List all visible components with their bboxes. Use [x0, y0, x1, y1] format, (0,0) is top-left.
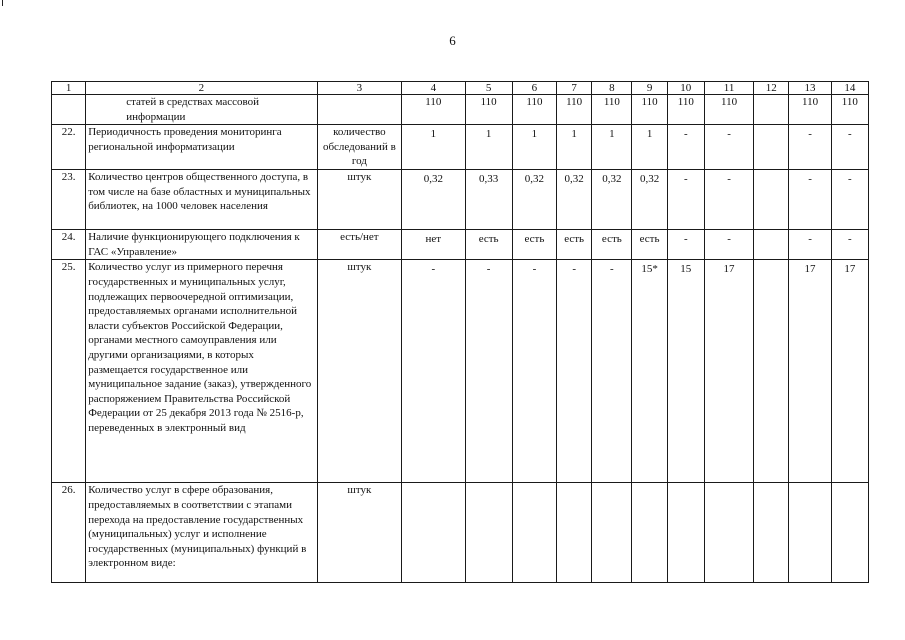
value-cell-col-9: [632, 483, 667, 583]
value-cell-col-4: [402, 483, 465, 583]
value-cell-col-6: 110: [512, 95, 556, 125]
column-number-cell: 12: [754, 82, 789, 95]
value-cell-col-4: -: [402, 260, 465, 483]
column-number-cell: 6: [512, 82, 556, 95]
value-cell-col-9: 1: [632, 125, 667, 170]
value-cell-col-5: 110: [465, 95, 512, 125]
value-cell-col-4: 110: [402, 95, 465, 125]
value-cell-col-11: [704, 483, 753, 583]
value-cell-col-10: -: [667, 230, 704, 260]
value-cell-col-5: 0,33: [465, 170, 512, 230]
value-cell-col-13: 17: [789, 260, 831, 483]
value-cell-col-11: 110: [704, 95, 753, 125]
column-number-cell: 4: [402, 82, 465, 95]
value-cell-col-12: [754, 483, 789, 583]
indicator-name-cell: Количество центров общественного доступа, в том числе на базе областных и муниципальных библиотек, на 1000 человек населения: [86, 170, 317, 230]
column-number-cell: 9: [632, 82, 667, 95]
value-cell-col-4: 0,32: [402, 170, 465, 230]
table-row: [52, 230, 869, 260]
value-cell-col-12: [754, 95, 789, 125]
unit-cell: есть/нет: [317, 230, 402, 260]
value-cell-col-6: 0,32: [512, 170, 556, 230]
unit-cell: штук: [317, 483, 402, 583]
value-cell-col-10: [667, 483, 704, 583]
value-cell-col-12: [754, 230, 789, 260]
value-cell-col-11: -: [704, 125, 753, 170]
indicator-name-cell: Количество услуг в сфере образования, предоставляемых в соответствии с этапами перехода на предоставление государственных (муниципальных) услуг и исполнение государственных (муниципальных) функций в электронном виде:: [86, 483, 317, 583]
value-cell-col-8: [592, 483, 632, 583]
value-cell-col-8: 0,32: [592, 170, 632, 230]
unit-cell: штук: [317, 170, 402, 230]
indicator-name-cell: статей в средствах массовой информации: [86, 95, 317, 125]
value-cell-col-10: 15: [667, 260, 704, 483]
value-cell-col-14: -: [831, 170, 868, 230]
column-number-cell: 14: [831, 82, 868, 95]
value-cell-col-11: 17: [704, 260, 753, 483]
value-cell-col-8: -: [592, 260, 632, 483]
value-cell-col-8: 110: [592, 95, 632, 125]
column-number-cell: 11: [704, 82, 753, 95]
indicator-name-cell: Периодичность проведения мониторинга региональной информатизации: [86, 125, 317, 170]
column-number-cell: 5: [465, 82, 512, 95]
value-cell-col-6: есть: [512, 230, 556, 260]
row-number-cell: 23.: [52, 170, 86, 230]
row-number-cell: 25.: [52, 260, 86, 483]
value-cell-col-12: [754, 125, 789, 170]
column-number-row: [52, 82, 869, 95]
value-cell-col-7: -: [557, 260, 592, 483]
value-cell-col-6: [512, 483, 556, 583]
value-cell-col-8: 1: [592, 125, 632, 170]
unit-cell: количество обследований в год: [317, 125, 402, 170]
corner-mark: [2, 0, 3, 6]
value-cell-col-5: -: [465, 260, 512, 483]
table-row: [52, 95, 869, 125]
table-body: [52, 82, 869, 583]
value-cell-col-10: -: [667, 125, 704, 170]
column-number-cell: 10: [667, 82, 704, 95]
row-number-cell: 24.: [52, 230, 86, 260]
table-row: [52, 170, 869, 230]
value-cell-col-7: 110: [557, 95, 592, 125]
column-number-cell: 7: [557, 82, 592, 95]
value-cell-col-8: есть: [592, 230, 632, 260]
value-cell-col-7: 1: [557, 125, 592, 170]
row-number-cell: [52, 95, 86, 125]
value-cell-col-4: 1: [402, 125, 465, 170]
value-cell-col-11: -: [704, 230, 753, 260]
value-cell-col-7: [557, 483, 592, 583]
value-cell-col-7: есть: [557, 230, 592, 260]
indicator-name-cell: Наличие функционирующего подключения к ГАС «Управление»: [86, 230, 317, 260]
column-number-cell: 1: [52, 82, 86, 95]
value-cell-col-6: -: [512, 260, 556, 483]
unit-cell: штук: [317, 260, 402, 483]
value-cell-col-9: 110: [632, 95, 667, 125]
row-number-cell: 22.: [52, 125, 86, 170]
table-row: [52, 260, 869, 483]
column-number-cell: 2: [86, 82, 317, 95]
value-cell-col-14: -: [831, 125, 868, 170]
value-cell-col-10: 110: [667, 95, 704, 125]
value-cell-col-13: -: [789, 230, 831, 260]
indicators-table: [51, 81, 869, 583]
value-cell-col-13: [789, 483, 831, 583]
page-number: 6: [449, 33, 456, 48]
value-cell-col-6: 1: [512, 125, 556, 170]
value-cell-col-14: 17: [831, 260, 868, 483]
value-cell-col-7: 0,32: [557, 170, 592, 230]
value-cell-col-9: есть: [632, 230, 667, 260]
table-row: [52, 483, 869, 583]
column-number-cell: 3: [317, 82, 402, 95]
indicator-name-cell: Количество услуг из примерного перечня государственных и муниципальных услуг, подлежащих первоочередной оптимизации, предоставляемых органами исполнительной власти субъектов Российской Федерации, органами местного самоуправления или другими организациями, в которых размещается государственное или муниципальное задание (заказ), утвержденного распоряжением Правительства Российской Федерации от 25 декабря 2013 года № 2516-р, переведенных в электронный вид: [86, 260, 317, 483]
value-cell-col-13: -: [789, 125, 831, 170]
value-cell-col-14: -: [831, 230, 868, 260]
row-number-cell: 26.: [52, 483, 86, 583]
value-cell-col-5: есть: [465, 230, 512, 260]
value-cell-col-12: [754, 170, 789, 230]
value-cell-col-13: 110: [789, 95, 831, 125]
column-number-cell: 13: [789, 82, 831, 95]
value-cell-col-5: [465, 483, 512, 583]
value-cell-col-12: [754, 260, 789, 483]
value-cell-col-9: 0,32: [632, 170, 667, 230]
value-cell-col-14: 110: [831, 95, 868, 125]
value-cell-col-11: -: [704, 170, 753, 230]
value-cell-col-10: -: [667, 170, 704, 230]
value-cell-col-5: 1: [465, 125, 512, 170]
table-row: [52, 125, 869, 170]
column-number-cell: 8: [592, 82, 632, 95]
value-cell-col-4: нет: [402, 230, 465, 260]
value-cell-col-13: -: [789, 170, 831, 230]
unit-cell: [317, 95, 402, 125]
value-cell-col-14: [831, 483, 868, 583]
value-cell-col-9: 15*: [632, 260, 667, 483]
